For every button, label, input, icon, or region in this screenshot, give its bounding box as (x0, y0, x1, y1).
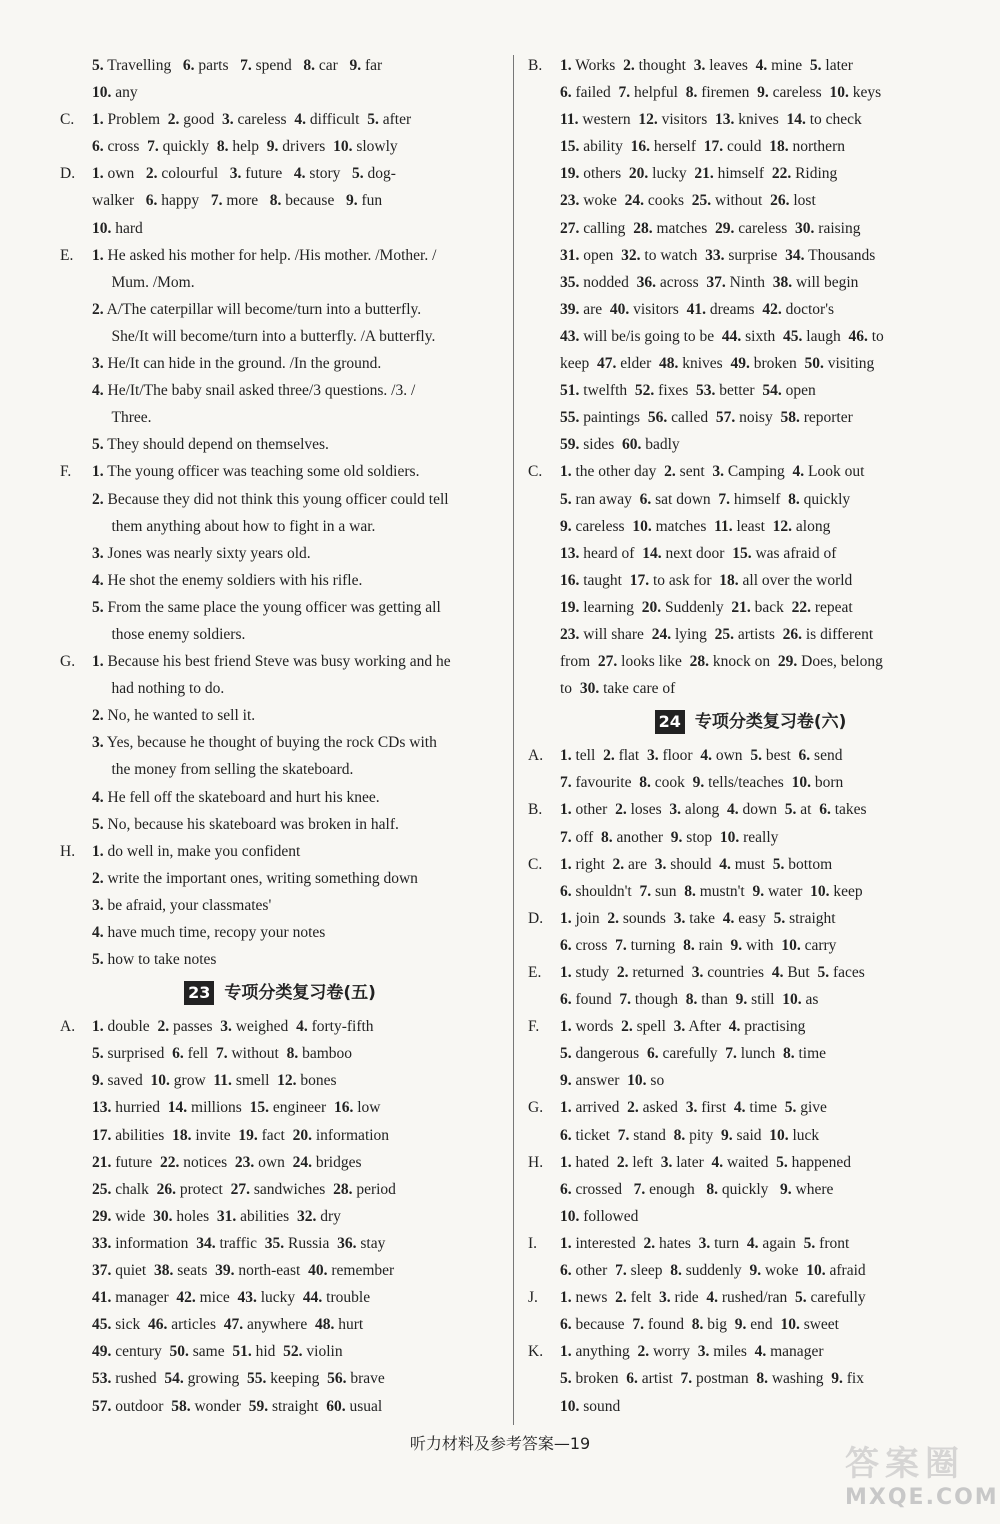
section-letter: B. (528, 801, 543, 819)
answer-line (528, 742, 973, 769)
answer-text: 10. any (92, 84, 138, 102)
answer-text: keep 47. elder 48. knives 49. broken 50. visiting (560, 355, 875, 373)
answer-line (60, 1094, 500, 1121)
answer-line (60, 1365, 500, 1392)
answer-text: 1. Works 2. thought 3. leaves 4. mine 5. later (560, 57, 853, 74)
section-title: 专项分类复习卷(六) (694, 712, 847, 733)
answer-line (60, 1257, 500, 1284)
section-letter: G. (528, 1099, 544, 1117)
section-letter: K. (528, 1343, 544, 1361)
answer-text: 29. wide 30. holes 31. abilities 32. dry (92, 1207, 341, 1225)
page-footer: 听力材料及参考答案—19 (409, 1434, 591, 1453)
answer-text: 53. rushed 54. growing 55. keeping 56. brave (92, 1370, 385, 1388)
answer-line (528, 1040, 973, 1067)
answer-text: 37. quiet 38. seats 39. north-east 40. remember (92, 1262, 395, 1280)
answer-text: 43. will be/is going to be 44. sixth 45. laugh 46. to (560, 327, 884, 345)
answer-line (528, 215, 973, 242)
answer-line (528, 513, 973, 540)
answer-text: 10. hard (92, 219, 143, 237)
answer-text: 3. Yes, because he thought of buying the rock CDs with (92, 734, 437, 752)
answer-text: 1. Problem 2. good 3. careless 4. difficult 5. after (92, 111, 412, 129)
answer-text: 15. ability 16. herself 17. could 18. northern (560, 138, 845, 156)
answer-text: 2. write the important ones, writing something down (92, 869, 418, 887)
answer-text: 1. double 2. passes 3. weighed 4. forty-fifth (92, 1018, 374, 1036)
answer-text: 9. saved 10. grow 11. smell 12. bones (92, 1072, 337, 1090)
answer-line (60, 756, 500, 783)
answer-text: 17. abilities 18. invite 19. fact 20. information (92, 1126, 390, 1144)
answer-line (528, 486, 973, 513)
answer-text: 1. tell 2. flat 3. floor 4. own 5. best 6. send (560, 747, 843, 765)
answer-line (60, 1284, 500, 1311)
answer-text: 1. right 2. are 3. should 4. must 5. bottom (560, 855, 833, 873)
answer-line (528, 133, 973, 160)
answer-text: 1. hated 2. left 3. later 4. waited 5. happened (560, 1153, 851, 1171)
section-letter: E. (528, 964, 542, 981)
answer-line (528, 160, 973, 187)
answer-line (528, 1203, 973, 1230)
answer-text: 4. have much time, recopy your notes (92, 924, 326, 941)
answer-text: 6. shouldn't 7. sun 8. mustn't 9. water 10. keep (560, 882, 863, 900)
answer-line (60, 811, 500, 838)
answer-text: 39. are 40. visitors 41. dreams 42. doctor's (560, 300, 835, 318)
answer-text: 4. He fell off the skateboard and hurt his knee. (92, 788, 380, 806)
answer-text: 1. words 2. spell 3. After 4. practising (560, 1018, 806, 1036)
answer-text: 1. own 2. colourful 3. future 4. story 5. dog- (92, 165, 396, 183)
answer-line (60, 1230, 500, 1257)
answer-text: 10. sound (560, 1397, 621, 1415)
answer-line (60, 296, 500, 323)
section-letter: D. (528, 909, 544, 927)
answer-line (60, 377, 500, 404)
answer-line (60, 1338, 500, 1365)
answer-line (528, 458, 973, 485)
section-heading (528, 704, 973, 740)
answer-text: 3. be afraid, your classmates' (92, 896, 272, 914)
left-column (60, 52, 500, 1420)
section-number: 23 (184, 981, 214, 1005)
answer-text: the money from selling the skateboard. (96, 761, 354, 779)
answer-line (528, 1393, 973, 1420)
answer-text: 6. cross 7. quickly 8. help 9. drivers 10. slowly (92, 138, 398, 156)
answer-line (60, 242, 500, 269)
answer-text: 5. how to take notes (92, 951, 217, 969)
answer-text: 5. dangerous 6. carefully 7. lunch 8. time (560, 1045, 827, 1063)
answer-line (528, 1311, 973, 1338)
answer-line (60, 702, 500, 729)
answer-line (60, 1176, 500, 1203)
answer-line (60, 52, 500, 79)
answer-line (528, 1284, 973, 1311)
answer-text: 1. join 2. sounds 3. take 4. easy 5. straight (560, 909, 836, 927)
section-letter: H. (528, 1153, 544, 1171)
answer-text: to 30. take care of (560, 680, 676, 698)
section-letter: D. (60, 165, 76, 183)
answer-line (528, 269, 973, 296)
answer-line (60, 1203, 500, 1230)
answer-text: 3. He/It can hide in the ground. /In the ground. (92, 355, 382, 373)
answer-line (528, 905, 973, 932)
answer-text: from 27. looks like 28. knock on 29. Does, belong (560, 653, 883, 671)
answer-line (60, 269, 500, 296)
answer-line (528, 296, 973, 323)
answer-text: 19. learning 20. Suddenly 21. back 22. repeat (560, 598, 853, 616)
answer-text: 41. manager 42. mice 43. lucky 44. trouble (92, 1289, 371, 1307)
answer-line (528, 377, 973, 404)
answer-line (60, 1149, 500, 1176)
answer-text: 25. chalk 26. protect 27. sandwiches 28. period (92, 1180, 396, 1198)
answer-line (528, 878, 973, 905)
answer-text: 1. anything 2. worry 3. miles 4. manager (560, 1343, 824, 1361)
answer-text: 9. careless 10. matches 11. least 12. along (560, 517, 831, 535)
answer-line (60, 784, 500, 811)
answer-line (528, 1013, 973, 1040)
answer-line (60, 919, 500, 946)
answer-text: 5. Travelling 6. parts 7. spend 8. car 9. far (92, 57, 383, 74)
section-letter: J. (528, 1289, 538, 1307)
answer-text: 35. nodded 36. across 37. Ninth 38. will begin (560, 273, 859, 291)
answer-text: 5. surprised 6. fell 7. without 8. bamboo (92, 1045, 353, 1063)
answer-line (528, 675, 973, 702)
section-letter: I. (528, 1234, 538, 1252)
answer-line (60, 431, 500, 458)
answer-text: 1. do well in, make you confident (92, 842, 301, 860)
watermark-top: 答案圈 (845, 1444, 965, 1484)
answer-text: 1. other 2. loses 3. along 4. down 5. at 6. takes (560, 801, 867, 819)
answer-text: 6. crossed 7. enough 8. quickly 9. where (560, 1180, 834, 1198)
answer-line (528, 769, 973, 796)
section-title: 专项分类复习卷(五) (224, 983, 376, 1004)
answer-line (60, 215, 500, 242)
answer-line (60, 567, 500, 594)
answer-text: 7. off 8. another 9. stop 10. really (560, 828, 779, 846)
answer-text: 7. favourite 8. cook 9. tells/teaches 10. born (560, 774, 844, 792)
section-letter: C. (528, 463, 543, 481)
answer-line (60, 513, 500, 540)
answer-line (60, 675, 500, 702)
answer-line (60, 594, 500, 621)
answer-text: 4. He/It/The baby snail asked three/3 questions. /3. / (92, 382, 416, 400)
section-letter: A. (60, 1018, 76, 1036)
answer-line (60, 865, 500, 892)
answer-line (528, 187, 973, 214)
answer-line (528, 567, 973, 594)
answer-line (528, 796, 973, 823)
answer-line (528, 648, 973, 675)
answer-text: 59. sides 60. badly (560, 436, 680, 454)
answer-text: 5. No, because his skateboard was broken in half. (92, 815, 399, 833)
answer-line (528, 986, 973, 1013)
answer-text: 6. ticket 7. stand 8. pity 9. said 10. luck (560, 1126, 820, 1144)
answer-text: 10. followed (560, 1207, 639, 1225)
watermark-logo (845, 1436, 999, 1510)
answer-line (528, 824, 973, 851)
answer-line (528, 932, 973, 959)
section-letter: H. (60, 842, 76, 860)
answer-line (528, 1176, 973, 1203)
watermark-bottom: MXQE.COM (845, 1485, 999, 1510)
answer-line (60, 838, 500, 865)
answer-text: had nothing to do. (96, 680, 225, 698)
answer-text: 27. calling 28. matches 29. careless 30. raising (560, 219, 861, 237)
answer-line (528, 1230, 973, 1257)
section-letter: B. (528, 57, 543, 74)
answer-text: 21. future 22. notices 23. own 24. bridges (92, 1153, 362, 1171)
section-number: 24 (655, 710, 685, 734)
answer-line (60, 621, 500, 648)
answer-line (60, 1311, 500, 1338)
answer-line (60, 1393, 500, 1420)
answer-line (60, 729, 500, 756)
answer-text: 5. broken 6. artist 7. postman 8. washing 9. fix (560, 1370, 864, 1388)
answer-text: 45. sick 46. articles 47. anywhere 48. hurt (92, 1316, 364, 1334)
answer-line (528, 1365, 973, 1392)
answer-text: 6. failed 7. helpful 8. firemen 9. careless 10. keys (560, 84, 882, 102)
answer-text: 33. information 34. traffic 35. Russia 36. stay (92, 1234, 386, 1252)
answer-text: 2. A/The caterpillar will become/turn into a butterfly. (92, 300, 422, 318)
section-letter: A. (528, 747, 544, 765)
answer-text: 1. interested 2. hates 3. turn 4. again 5. front (560, 1234, 850, 1252)
answer-line (60, 486, 500, 513)
answer-line (60, 1013, 500, 1040)
answer-line (528, 1257, 973, 1284)
section-letter: C. (60, 111, 75, 129)
section-letter: G. (60, 653, 76, 671)
answer-line (528, 404, 973, 431)
answer-text: 1. The young officer was teaching some old soldiers. (92, 463, 420, 481)
answer-line (528, 52, 973, 79)
section-letter: F. (60, 463, 72, 481)
answer-text: 5. They should depend on themselves. (92, 436, 329, 454)
answer-line (60, 404, 500, 431)
answer-text: 23. will share 24. lying 25. artists 26. is different (560, 625, 874, 643)
answer-line (60, 458, 500, 485)
answer-text: She/It will become/turn into a butterfly. /A butterfly. (96, 327, 436, 345)
answer-line (528, 431, 973, 458)
answer-line (60, 79, 500, 106)
answer-line (528, 1338, 973, 1365)
answer-text: 31. open 32. to watch 33. surprise 34. Thousands (560, 246, 876, 264)
answer-text: 13. hurried 14. millions 15. engineer 16. low (92, 1099, 381, 1117)
answer-text: 55. paintings 56. called 57. noisy 58. reporter (560, 409, 853, 427)
answer-line (60, 187, 500, 214)
answer-line (60, 160, 500, 187)
answer-line (528, 323, 973, 350)
answer-line (60, 946, 500, 973)
answer-line (528, 621, 973, 648)
answer-text: 2. Because they did not think this young officer could tell (92, 490, 449, 508)
answer-line (528, 106, 973, 133)
answer-text: 57. outdoor 58. wonder 59. straight 60. usual (92, 1397, 383, 1415)
answer-text: 51. twelfth 52. fixes 53. better 54. open (560, 382, 816, 400)
column-divider (513, 55, 514, 1425)
answer-line (60, 648, 500, 675)
answer-line (528, 959, 973, 986)
answer-text: 13. heard of 14. next door 15. was afraid of (560, 544, 837, 562)
answer-text: Mum. /Mom. (96, 273, 195, 291)
answer-text: them anything about how to fight in a war. (96, 517, 376, 535)
answer-text: 49. century 50. same 51. hid 52. violin (92, 1343, 343, 1361)
answer-line (528, 242, 973, 269)
answer-line (528, 851, 973, 878)
section-letter: C. (528, 855, 543, 873)
answer-text: 1. Because his best friend Steve was busy working and he (92, 653, 451, 671)
answer-line (528, 1067, 973, 1094)
answer-line (528, 79, 973, 106)
answer-line (60, 323, 500, 350)
answer-line (60, 540, 500, 567)
answer-text: 23. woke 24. cooks 25. without 26. lost (560, 192, 816, 210)
answer-text: 2. No, he wanted to sell it. (92, 707, 256, 725)
answer-text: Three. (96, 409, 152, 427)
answer-text: 5. ran away 6. sat down 7. himself 8. quickly (560, 490, 851, 508)
answer-line (60, 350, 500, 377)
answer-text: 4. He shot the enemy soldiers with his rifle. (92, 571, 363, 589)
answer-text: 1. the other day 2. sent 3. Camping 4. Look out (560, 463, 865, 481)
answer-line (60, 1067, 500, 1094)
answer-text: 6. other 7. sleep 8. suddenly 9. woke 10. afraid (560, 1262, 866, 1280)
answer-text: 6. because 7. found 8. big 9. end 10. sweet (560, 1316, 839, 1334)
answer-text: 19. others 20. lucky 21. himself 22. Riding (560, 165, 838, 183)
answer-line (528, 1149, 973, 1176)
answer-line (528, 540, 973, 567)
section-letter: E. (60, 246, 74, 264)
answer-text: 1. news 2. felt 3. ride 4. rushed/ran 5. carefully (560, 1289, 866, 1307)
answer-text: 6. found 7. though 8. than 9. still 10. as (560, 991, 819, 1009)
answer-line (528, 1122, 973, 1149)
answer-text: walker 6. happy 7. more 8. because 9. fun (92, 192, 383, 210)
answer-text: 1. arrived 2. asked 3. first 4. time 5. give (560, 1099, 827, 1117)
section-heading (60, 975, 500, 1011)
answer-text: those enemy soldiers. (96, 625, 246, 643)
answer-line (528, 350, 973, 377)
section-letter: F. (528, 1018, 540, 1036)
answer-line (60, 106, 500, 133)
answer-line (60, 892, 500, 919)
answer-line (528, 594, 973, 621)
answer-line (60, 1040, 500, 1067)
answer-line (60, 1122, 500, 1149)
answer-text: 11. western 12. visitors 13. knives 14. to check (560, 111, 862, 129)
answer-text: 3. Jones was nearly sixty years old. (92, 544, 311, 562)
answer-text: 6. cross 7. turning 8. rain 9. with 10. carry (560, 936, 837, 954)
answer-text: 1. He asked his mother for help. /His mother. /Mother. / (92, 246, 437, 264)
answer-text: 1. study 2. returned 3. countries 4. But 5. faces (560, 964, 865, 981)
answer-line (60, 133, 500, 160)
answer-text: 9. answer 10. so (560, 1072, 665, 1090)
answer-line (528, 1094, 973, 1121)
answer-text: 5. From the same place the young officer was getting all (92, 598, 441, 616)
right-column (528, 52, 973, 1420)
answer-text: 16. taught 17. to ask for 18. all over the world (560, 571, 853, 589)
